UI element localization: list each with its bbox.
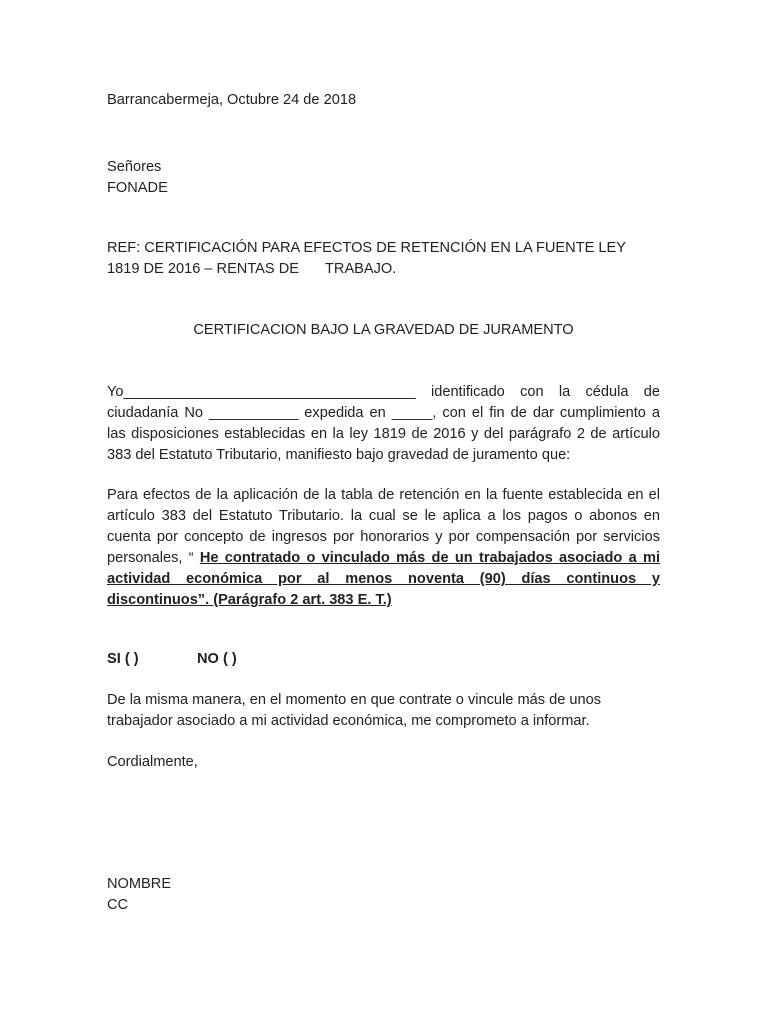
retention-line-2: artículo 383 del Estatuto Tributario. la cual se le aplica a los pagos o abonos en — [107, 508, 660, 524]
retention-statement-bold-1: He contratado o vinculado más de un trabajados asociado a mi — [199, 550, 661, 566]
recipient-salutation: Señores — [107, 159, 162, 175]
retention-line-1: Para efectos de la aplicación de la tabla de retención en la fuente establecida en el — [107, 487, 660, 503]
declaration-line-1: Yo____________________________________ identificado con la cédula de — [107, 384, 660, 400]
retention-line-3: cuenta por concepto de ingresos por honorarios y por compensación por servicios — [107, 529, 660, 545]
retention-paragraph — [107, 485, 660, 611]
reference-line-2 — [107, 259, 660, 280]
closing-salutation: Cordialmente, — [107, 754, 198, 770]
reference-block — [107, 238, 660, 280]
declaration-line-4: 383 del Estatuto Tributario, manifiesto bajo gravedad de juramento que: — [107, 447, 571, 463]
date-line: Barrancabermeja, Octubre 24 de 2018 — [107, 92, 357, 108]
reference-line-2-part-a: 1819 DE 2016 – RENTAS DE — [107, 261, 299, 277]
signature-name-label: NOMBRE — [107, 876, 172, 892]
declaration-paragraph — [107, 382, 660, 466]
commitment-paragraph — [107, 690, 660, 732]
reference-line-2-part-b: TRABAJO. — [324, 261, 397, 277]
retention-statement-bold-2: actividad económica por al menos noventa (90) días continuos y — [107, 571, 660, 587]
reference-gap — [299, 259, 325, 280]
option-si[interactable]: SI ( ) — [107, 651, 139, 667]
declaration-line-3: las disposiciones establecidas en la ley 1819 de 2016 y del parágrafo 2 de artículo — [107, 426, 660, 442]
yes-no-options — [107, 649, 660, 670]
retention-line-4 — [107, 548, 660, 569]
retention-line-4-plain: personales, “ — [107, 550, 200, 566]
signature-id-label: CC — [107, 897, 129, 913]
commitment-line-2: trabajador asociado a mi actividad económica, me comprometo a informar. — [107, 713, 590, 729]
declaration-line-2: ciudadanía No ___________ expedida en _____, con el fin de dar cumplimiento a — [107, 405, 660, 421]
option-no[interactable]: NO ( ) — [197, 651, 237, 667]
commitment-line-1: De la misma manera, en el momento en que contrate o vincule más de unos — [107, 692, 602, 708]
retention-statement-bold-3: discontinuos”. (Parágrafo 2 art. 383 E. T.) — [107, 592, 392, 608]
reference-line-1: REF: CERTIFICACIÓN PARA EFECTOS DE RETENCIÓN EN LA FUENTE LEY — [107, 240, 626, 256]
recipient-block — [107, 157, 660, 199]
document-heading: CERTIFICACION BAJO LA GRAVEDAD DE JURAMENTO — [193, 322, 574, 338]
signature-block — [107, 874, 660, 916]
retention-line-6 — [107, 590, 660, 611]
recipient-organization: FONADE — [107, 180, 168, 196]
